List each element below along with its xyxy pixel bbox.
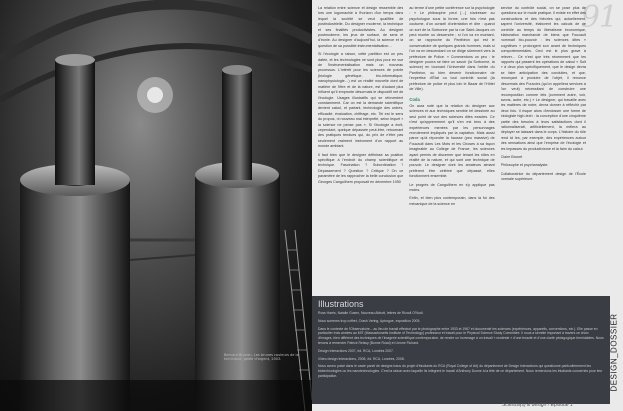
paragraph: On aura noté que la relation du designer aux sciences et aux techniques semble tel dessinée au seul point de vue des sciences dites exactes. Ce n'est qu'appremment qu'il s'en est tenu à des expériences menées par les personnages recrutement impliqués par la captation. Mais aussi parce qu'à répondre la hausse (peu massive) de Foucault dans Les Mots et les Choses à sa façon imaginable au College de France, les sciences ayant permis de discerner que tenant les rôles en réalité de la nature, et qui sont une technique de pouvoir. Le designer dont les amateurs aimant préfèrent être célébré que dépassé, elles fonctionnent ensemble. (409, 103, 495, 179)
page-footer: Scienza(s) & design / Episode 1 (502, 402, 573, 408)
coda-heading: Coda (409, 96, 420, 102)
illustrations-paragraph: Ross Harris, Natalie Gusen, Nouveau Abbott, lettres de Rizodi O'Nudi. (318, 311, 424, 315)
column-3 (501, 6, 586, 290)
author-affiliation: Collaboratrice du département design de l'École normale supérieure. (500, 171, 586, 182)
illustrations-paragraph: Nous avons puisé dans le vaste panel de designs issus du projet d'étudiants du RCA (Royal College of Art) du département de Design Interactions qui questionne particulièrement les biotechnologies ou les nanotechnologies. C'est la raison avec laquelle ils intègrent le travail d'Anthony Dunne à la tête de ce département. Nous remercions les étudiants concernés pour leur participation. (318, 364, 603, 378)
paragraph: Il faut bien que le designer définisse sa position spécifique à l'endroit du champ scientifique et technique. Fascination ? Subordination ? Dépassement ? Question ? Critique ? On ce paramètre de les rapprocher la belle conclusion que Georges Canguilhem proposait en décembre 1950 (318, 152, 404, 184)
illustrations-paragraph: Nous sommes trop coffret, Crash Vering, Aptorgue, exposition 2005. (318, 318, 421, 323)
text-columns (318, 6, 586, 290)
illustrations-paragraph: Design Interactions 2007, éd. RCA, Londres 2007. (318, 348, 394, 353)
paragraph: Enfin, et bien plus contemporain, dans la foi des mécanique de la science en (409, 196, 495, 206)
side-dossier-label (609, 300, 619, 405)
photo-caption: Bernard Brunon, Les brunes couleurs de la technique, gelée d'argent, 2003. (224, 353, 299, 362)
paragraph: La relation entre science et design ressemble des lors une logomachie à l'horizon d'un temps dans lequel la société se veut qualifiée de postindustrielle. Du designer moderne, la technique et ses finalités productivistes. Au designer postmoderne, les jeux de surface, de sens et d'ironie. Au designer d'aujourd'hui, la science et la question de sa possible instrumentalisation… (318, 6, 404, 48)
page-number: 91 (580, 0, 617, 35)
column-2 (409, 6, 494, 290)
paragraph: Le progrès de Canguilhem en s'y applique pas moins. (409, 182, 495, 192)
author-title: Philosophe et psychanalyste. (500, 163, 549, 168)
right-page (312, 0, 623, 411)
illustrations-text (318, 311, 604, 382)
column-1 (318, 6, 403, 290)
paragraph: au terme d'une petite conférence sur la psychologie : « Le philosophe peut […] s'adresser au psychologue sous la forme, une fois n'est pas coutume, d'un conseil d'orientation et dire : quand on sort de la Sorbonne par la rue Saint-Jacques on peut monter ou descendre ; si l'on va en montant, on se rapproche du Panthéon qui est le conservatoire de quelques grands hommes, mais si l'on va en descendant on se dirige sûrement vers la préfecture de Police. » Commentons un peu : le designer pourra se faire un savoir (la Sorbonne, la science) en tournant l'Université dans l'orbite du Panthéon, ou bien devenir fonctionnaire de l'expertise d'État ou tout contrôle social (la préfecture de police et plus loin le Bazar de l'Hôtel de Ville). (409, 6, 495, 92)
illustrations-title: Illustrations (318, 299, 364, 309)
side-dossier-text: DESIGN_DOSSIER (609, 313, 619, 392)
paragraph: Si l'écologie a raison, cette partition est un peu datée, et les technologies ne sont plus pour en vue de l'instrumentalisation mais un nouveau processus. L'intérêt pour les sciences de pointe (biologie génétique, bio-informatique, nanophysiologie…) est un réalité nouvelle dont de matière de l'être et de la nature, est d'autant plus influent qu'il emprunte désormais le dispositif net de l'écologie. Usages illustratifs qui se réinventent constamment. Car on est la demande scientifique devient calcul, et partant, technologie des ordres, efficacité, évaluation, chiffrage, etc. Tel est le sens du propos, ni nouveau mal interprété, selon lequel « la science ne pense pas ». Si l'écologie a écrit, cependant, quelque dépassée peut-être, retournant des pratiques tendues qui, du prix de n'être pas seulement vraiment instrument d'un rapport au monde ambiant. (318, 52, 404, 149)
author-name: Claire Brunet (500, 154, 523, 159)
illustrations-paragraph: Video design Interactions, 2008, éd. RCA, Londres, 2008. (318, 356, 405, 361)
paragraph: service du contrôle social, on se pose plus de questions sur le mode pratique. Il existe en effet des constructions et des théories qui, actuellement, sapent l'université, élaborent les calculs de ce contrôle au temps du libéralisme économique, élaboration marchande de biens que Foucault nommait bio-pouvoir : les sciences dites « cognitives » prolongent son avant de techniques comportementales. Ceci est le plus grave à relever… Ce n'est que très récemment que les rapports qui passent les opérations de calcul « Soit » à deux plus spécifiquement, que le design devra se faire anticipation des conduites, et que, renonçant à produire de l'objet, il renonce désormais des Pouvoirs (qu'on appellera services à l'on veut) nécessitant de construire une recomposition comme tels (comment autre, voir, avons, autre, etc.) » Le designer, qui travaille avec les matières de notre, devra donner à réfléchir par deux fois. Il risque alors d'endosser une forme de biologiste high-tech : la conception d'une cinquième partie des besoins à leurs satisfactions dont il rationnaliserait, artificiellement, la mêlera au déployer se laissant dans le corps. L'histoire du rôle rend ici les, par exemple, des expériences autour des sensations ainsi que l'emprise de l'écologie et les impasses du productivisme et la faim du calcul. (500, 6, 586, 151)
illustrations-paragraph: Dans le contexte de l'Observatoire... au lieu de travail effectué par le photographe entre 1933 et 1967 et documenté les sciences (expériences, appareils, conventions, etc.). Elle passe en particulier trois années au MIT (Massachusetts Institute of Technology) professeur et travail pour le Physical Science Study Committee. Il nous a semblé important à travers ce choix d'images, bien différent des techniques de l'imagerie scientifique contemporaine, de rendre un hommage à un travail « modeste » d'une beauté et d'une clarté pédagogique formidables. Nous tenons à remercier Patrick Reissy (Bonne Road) et Lienne Fluhard. (318, 326, 604, 345)
